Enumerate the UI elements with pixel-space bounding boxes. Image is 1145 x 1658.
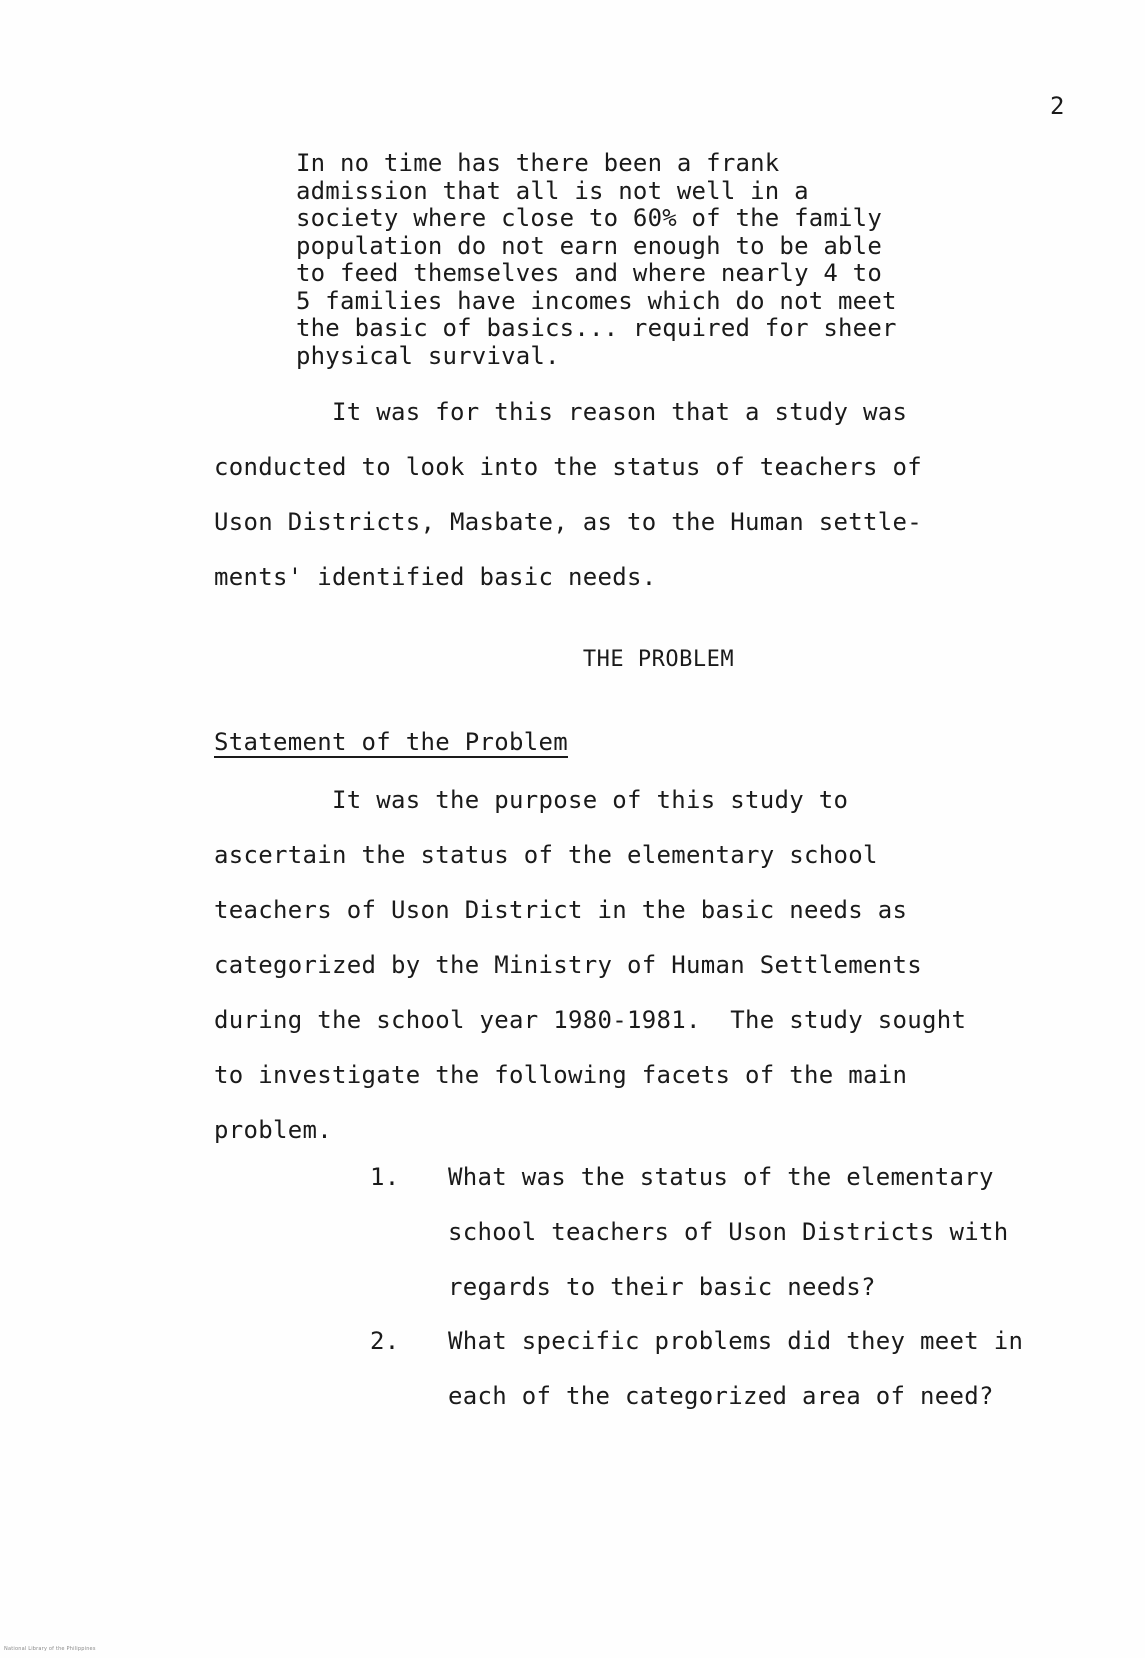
paragraph-purpose xyxy=(214,773,1114,1158)
quote-line: admission that all is not well in a xyxy=(296,176,809,205)
paragraph-line: categorized by the Ministry of Human Settlements xyxy=(214,951,922,979)
paragraph-line: It was for this reason that a study was xyxy=(214,398,908,426)
item-line: each of the categorized area of need? xyxy=(448,1382,994,1410)
quote-line: In no time has there been a frank xyxy=(296,149,780,177)
quote-line: the basic of basics... required for sheer xyxy=(296,314,897,342)
page-number: 2 xyxy=(1050,92,1065,120)
footer-note: National Library of the Philippines xyxy=(4,1646,96,1652)
item-number: 1. xyxy=(370,1163,400,1191)
item-line: What specific problems did they meet in xyxy=(448,1327,1024,1355)
quote-line: physical survival. xyxy=(296,341,560,370)
item-line: school teachers of Uson Districts with xyxy=(448,1218,1009,1246)
paragraph-reason xyxy=(214,385,1114,605)
subheading: Statement of the Problem xyxy=(214,728,568,756)
paragraph-line: during the school year 1980-1981. The study sought xyxy=(214,1006,967,1034)
paragraph-line: Uson Districts, Masbate, as to the Human settle- xyxy=(214,508,922,536)
section-heading xyxy=(0,647,1145,672)
block-quote xyxy=(296,150,1016,370)
quote-line: population do not earn enough to be able xyxy=(296,231,882,260)
quote-line: 5 families have incomes which do not meet xyxy=(296,286,897,315)
paragraph-line: teachers of Uson District in the basic needs as xyxy=(214,896,908,924)
quote-line: to feed themselves and where nearly 4 to xyxy=(296,259,882,287)
item-line: What was the status of the elementary xyxy=(448,1163,994,1191)
paragraph-line: ments' identified basic needs. xyxy=(214,563,657,591)
paragraph-line: It was the purpose of this study to xyxy=(214,786,849,814)
quote-line: society where close to 60% of the family xyxy=(296,204,882,232)
paragraph-line: problem. xyxy=(214,1116,332,1144)
item-text xyxy=(448,1314,1128,1424)
paragraph-line: ascertain the status of the elementary school xyxy=(214,841,878,869)
paragraph-line: conducted to look into the status of teachers of xyxy=(214,453,922,481)
item-text xyxy=(448,1150,1128,1315)
paragraph-line: to investigate the following facets of the main xyxy=(214,1061,908,1089)
item-number: 2. xyxy=(370,1327,400,1355)
item-line: regards to their basic needs? xyxy=(448,1273,876,1301)
section-heading-text: THE PROBLEM xyxy=(582,647,735,672)
